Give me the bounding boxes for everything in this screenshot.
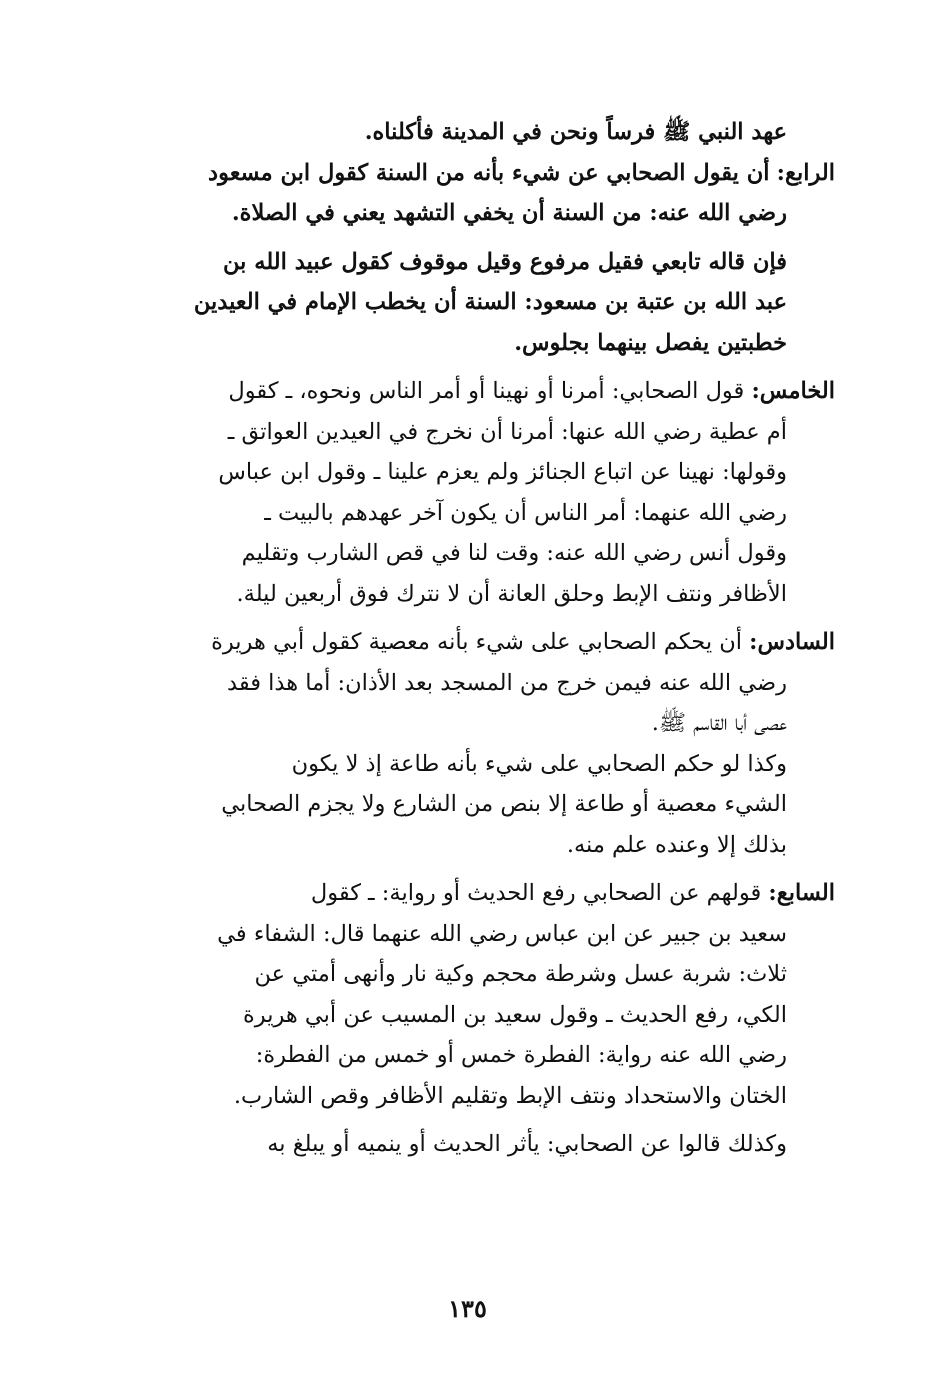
text-line: خطبتين يفصل بينهما بجلوس. [514, 329, 787, 356]
text-line: السادس: أن يحكم الصحابي على شيء بأنه معصية كقول أبي هريرة [211, 629, 835, 655]
text-line: رضي الله عنه رواية: الفطرة خمس أو خمس من الفطرة: [255, 1042, 787, 1068]
section-fourth [185, 153, 835, 364]
text-line: عبد الله بن عتبة بن مسعود: السنة أن يخطب الإمام في العيدين [193, 289, 787, 315]
page-body [185, 112, 835, 1165]
section-heading: السادس: [749, 629, 835, 655]
text-line: وكذا لو حكم الصحابي على شيء بأنه طاعة إذ لا يكون [291, 750, 787, 777]
text-line: أم عطية رضي الله عنها: أمرنا أن نخرج في العيدين العواتق ـ [227, 418, 787, 445]
text-line: وقولها: نهينا عن اتباع الجنائز ولم يعزم علينا ـ وقول ابن عباس [218, 459, 787, 485]
text-line: الرابع: أن يقول الصحابي عن شيء بأنه من السنة كقول ابن مسعود [208, 159, 835, 186]
text-line: الكي، رفع الحديث ـ وقول سعيد بن المسيب عن أبي هريرة [243, 1001, 787, 1028]
text-line: الختان والاستحداد ونتف الإبط وتقليم الأظافر وقص الشارب. [233, 1082, 787, 1109]
text-line: ثلاث: شربة عسل وشرطة محجم وكية نار وأنهى أمتي عن [254, 961, 787, 987]
section-seventh [185, 873, 835, 1165]
section-heading: الخامس: [751, 378, 835, 404]
text-line: سعيد بن جبير عن ابن عباس رضي الله عنهما قال: الشفاء في [217, 920, 787, 947]
text-line: رضي الله عنه: من السنة أن يخفي التشهد يعني في الصلاة. [231, 200, 787, 226]
text-line: الشيء معصية أو طاعة إلا بنص من الشارع ولا يجزم الصحابي [221, 791, 787, 817]
section-heading: السابع: [768, 880, 835, 906]
page-number: ١٣٥ [448, 1294, 487, 1323]
text-line: عصى أبا القاسم ﷺ. [651, 710, 787, 736]
text-line: رضي الله عنه فيمن خرج من المسجد بعد الأذان: أما هذا فقد [227, 669, 787, 696]
section-heading: الرابع: [776, 159, 835, 186]
text-line: رضي الله عنهما: أمر الناس أن يكون آخر عهدهم بالبيت ـ [264, 499, 787, 526]
section-fifth [185, 371, 835, 614]
text-line: وقول أنس رضي الله عنه: وقت لنا في قص الشارب وتقليم [241, 540, 787, 566]
text-line: وكذلك قالوا عن الصحابي: يأثر الحديث أو ينميه أو يبلغ به [267, 1131, 787, 1157]
text-line: فإن قاله تابعي فقيل مرفوع وقيل موقوف كقول عبيد الله بن [223, 248, 787, 275]
section-sixth [185, 622, 835, 865]
text-line: عهد النبي ﷺ فرساً ونحن في المدينة فأكلناه. [364, 119, 787, 145]
text-line: بذلك إلا وعنده علم منه. [566, 831, 787, 858]
text-line: السابع: قولهم عن الصحابي رفع الحديث أو رواية: ـ كقول [310, 880, 835, 906]
text-line: الأظافر ونتف الإبط وحلق العانة أن لا نترك فوق أربعين ليلة. [236, 580, 787, 607]
text-line: الخامس: قول الصحابي: أمرنا أو نهينا أو أمر الناس ونحوه، ـ كقول [228, 378, 835, 404]
